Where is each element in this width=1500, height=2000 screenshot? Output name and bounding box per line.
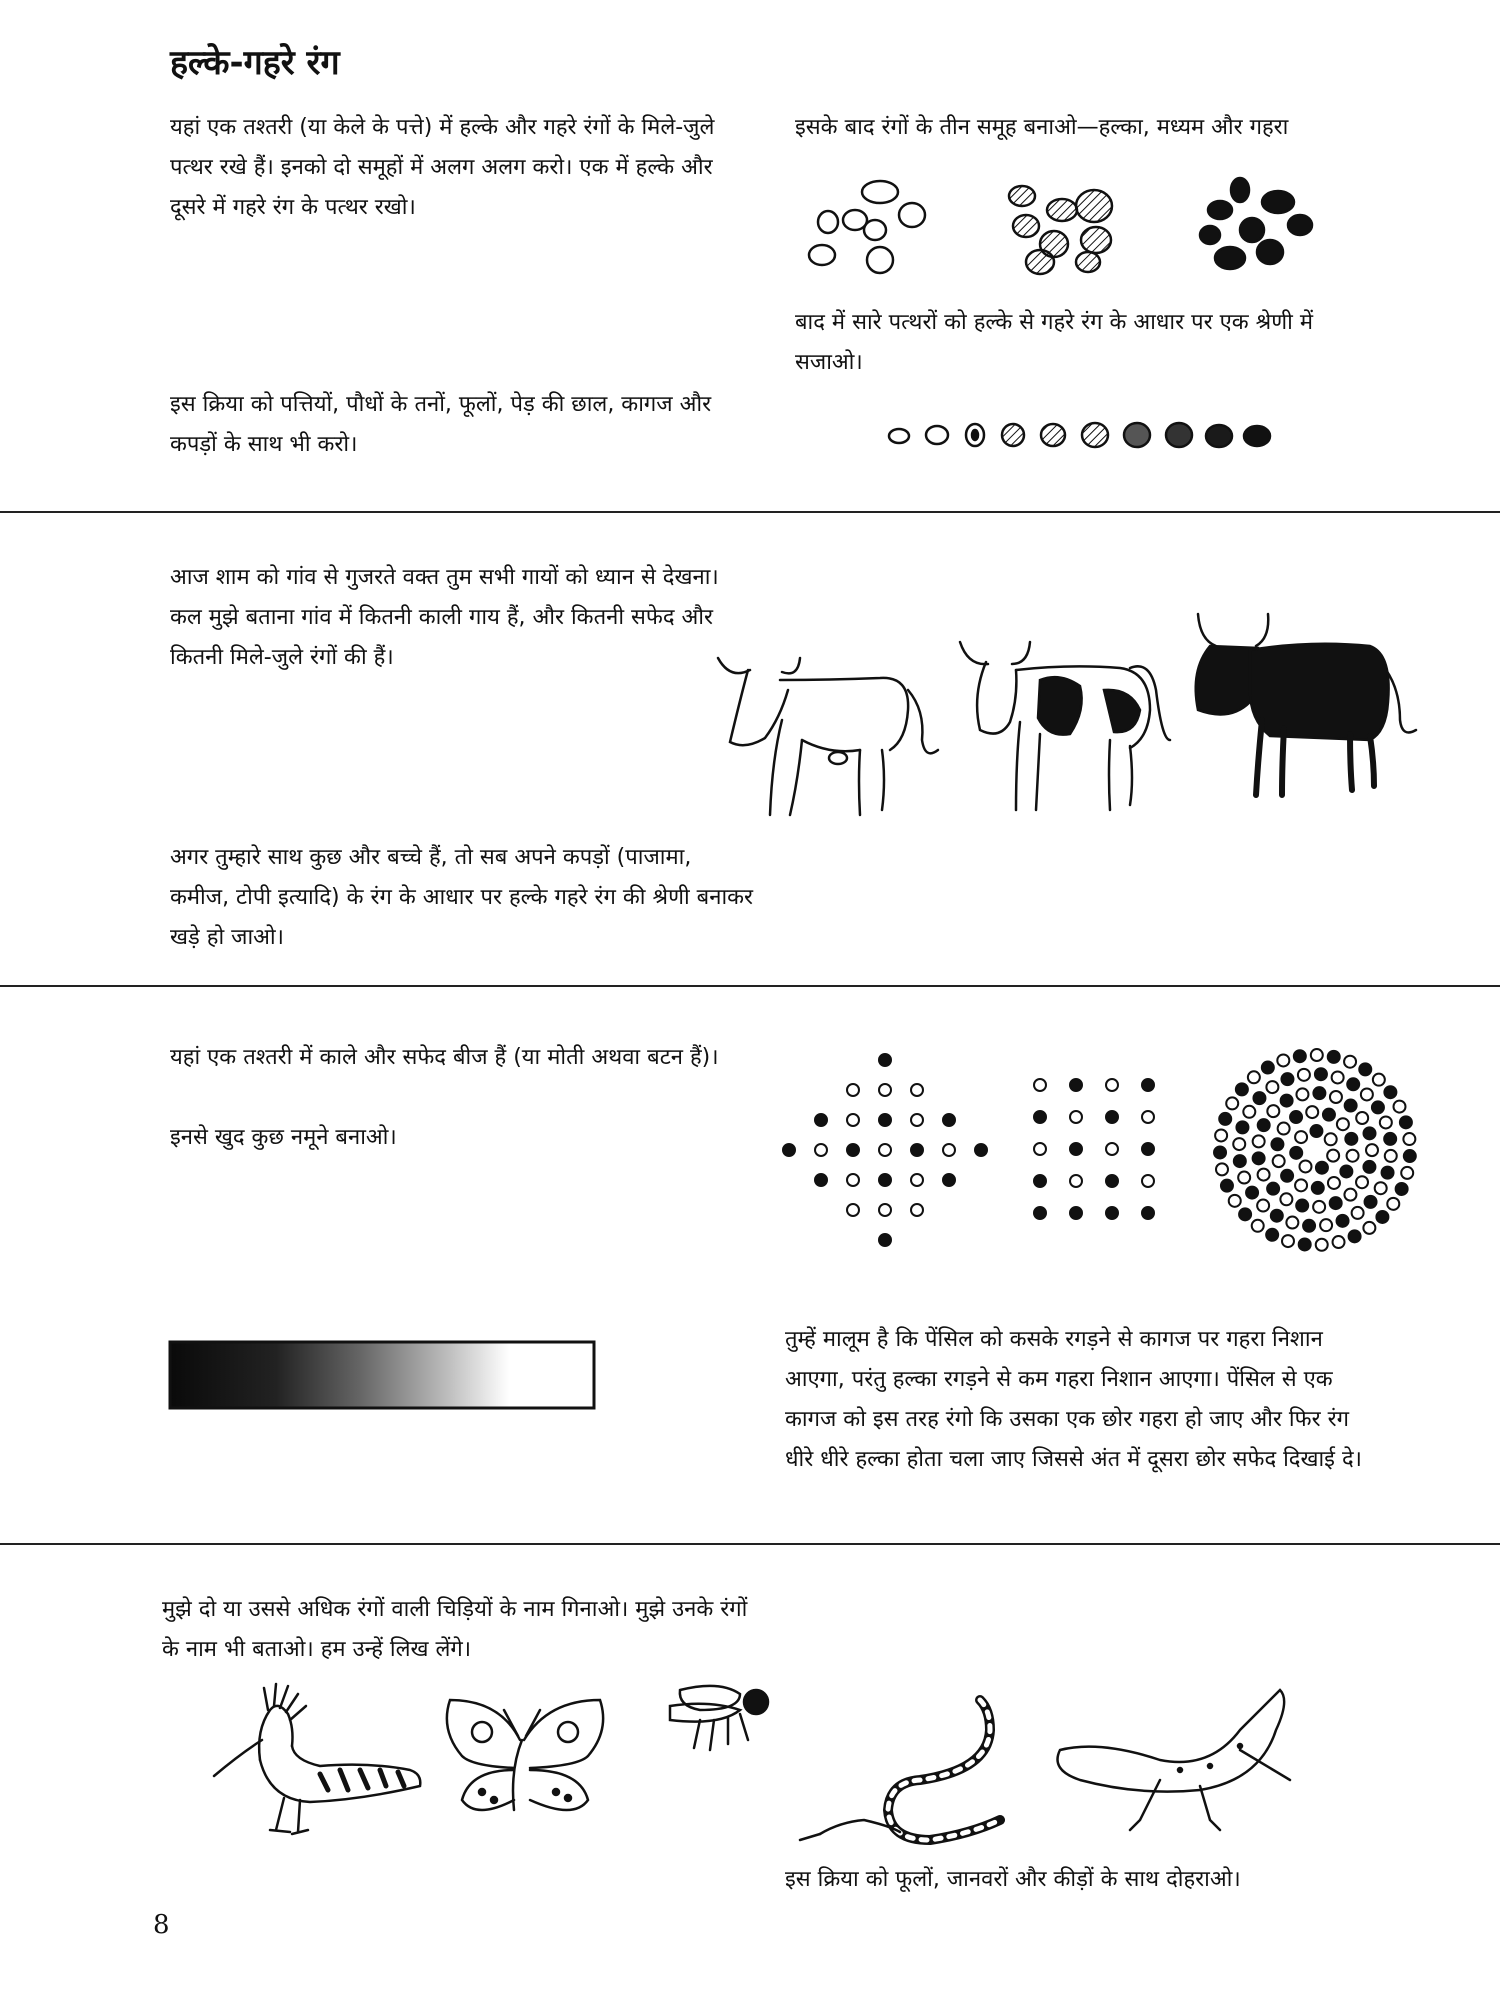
white-seed	[1316, 1239, 1328, 1251]
black-seed	[1294, 1050, 1306, 1062]
white-seed	[847, 1174, 859, 1186]
black-seed	[1281, 1095, 1293, 1107]
white-seed	[1070, 1175, 1082, 1187]
black-seed	[879, 1234, 891, 1246]
white-seed	[879, 1204, 891, 1216]
white-seed	[879, 1084, 891, 1096]
black-seed	[1236, 1121, 1248, 1133]
black-seed	[1106, 1111, 1118, 1123]
spotted-cow	[960, 642, 1170, 810]
white-seed	[1311, 1049, 1323, 1061]
black-seed	[1142, 1143, 1154, 1155]
section1-left-text-2: इस क्रिया को पत्तियों, पौधों के तनों, फूलों, पेड़ की छाल, कागज और कपड़ों के साथ भी करो।	[170, 392, 712, 457]
black-seed	[1070, 1079, 1082, 1091]
black-seed	[1372, 1101, 1384, 1113]
white-seed	[1380, 1116, 1392, 1128]
section1-left-text-1: यहां एक तश्तरी (या केले के पत्ते) में हल्के और गहरे रंगों के मिले-जुले पत्थर रखे हैं। इनको दो समूहों में अलग अलग करो। एक में हल्के और दूसरे में गहरे रंग के पत्थर रखो।	[170, 115, 715, 220]
black-seed	[1404, 1150, 1416, 1162]
white-seed	[1266, 1081, 1278, 1093]
white-seed	[1295, 1179, 1307, 1191]
black-seed	[1396, 1183, 1408, 1195]
white-seed	[943, 1144, 955, 1156]
black-seed	[1382, 1167, 1394, 1179]
black-seed	[1266, 1229, 1278, 1241]
white-seed	[1252, 1220, 1264, 1232]
black-seed	[943, 1114, 955, 1126]
black-seed	[1034, 1175, 1046, 1187]
white-seed	[911, 1204, 923, 1216]
white-seed	[1333, 1236, 1345, 1248]
black-seed	[1070, 1143, 1082, 1155]
section-divider	[0, 985, 1500, 987]
black-seed	[1323, 1109, 1335, 1121]
white-seed	[1238, 1172, 1250, 1184]
white-seed	[879, 1144, 891, 1156]
section-divider	[0, 511, 1500, 513]
black-seed	[1281, 1073, 1293, 1085]
black-seed	[1310, 1125, 1322, 1137]
black-seed	[1365, 1196, 1377, 1208]
section4-text-1: मुझे दो या उससे अधिक रंगों वाली चिड़ियों के नाम गिनाओ। मुझे उनके रंगों के नाम भी बताओ। हम उन्हें लिख लेंगे।	[162, 1597, 748, 1662]
white-seed	[1356, 1112, 1368, 1124]
white-seed	[1328, 1177, 1340, 1189]
black-seed	[1142, 1079, 1154, 1091]
white-seed	[1330, 1091, 1342, 1103]
white-seed	[1325, 1133, 1337, 1145]
section3-text-1: यहां एक तश्तरी में काले और सफेद बीज हैं (या मोती अथवा बटन हैं)।	[170, 1045, 719, 1070]
white-seed	[1273, 1155, 1285, 1167]
white-seed	[1280, 1193, 1292, 1205]
black-seed	[815, 1174, 827, 1186]
white-seed	[1034, 1143, 1046, 1155]
white-seed	[1106, 1143, 1118, 1155]
white-seed	[1363, 1222, 1375, 1234]
black-seed	[1384, 1133, 1396, 1145]
white-seed	[1106, 1079, 1118, 1091]
section3-text-3: तुम्हें मालूम है कि पेंसिल को कसके रगड़ने से कागज पर गहरा निशान आएगा, परंतु हल्का रगड़ने से कम गहरा निशान आएगा। पेंसिल से एक कागज को इस तरह रंगो कि उसका एक छोर गहरा हो जाए और फिर रंग धीरे धीरे हल्का होता चला जाए जिससे अंत में दूसरा छोर सफेद दिखाई दे।	[785, 1327, 1363, 1472]
white-seed	[1216, 1163, 1228, 1175]
black-seed	[943, 1174, 955, 1186]
butterfly-icon	[447, 1700, 603, 1810]
white-seed	[1296, 1088, 1308, 1100]
white-seed	[847, 1204, 859, 1216]
section4-text-2: इस क्रिया को फूलों, जानवरों और कीड़ों के साथ दोहराओ।	[785, 1867, 1241, 1892]
white-seed	[1233, 1138, 1245, 1150]
section-divider	[0, 1543, 1500, 1545]
white-seed	[1401, 1167, 1413, 1179]
white-seed	[1344, 1189, 1356, 1201]
black-seed	[1246, 1187, 1258, 1199]
white-seed	[847, 1084, 859, 1096]
white-seed	[1327, 1150, 1339, 1162]
white-seed	[1258, 1169, 1270, 1181]
black-seed	[1345, 1100, 1357, 1112]
black-seed	[1340, 1165, 1352, 1177]
white-seed	[911, 1084, 923, 1096]
black-seed	[1239, 1208, 1251, 1220]
black-cow	[1196, 614, 1416, 795]
white-seed	[1226, 1097, 1238, 1109]
black-seed	[1070, 1207, 1082, 1219]
black-seed	[1345, 1133, 1357, 1145]
black-seed	[1313, 1087, 1325, 1099]
black-seed	[1236, 1083, 1248, 1095]
black-seed	[1337, 1215, 1349, 1227]
white-seed	[1034, 1079, 1046, 1091]
white-seed	[1286, 1217, 1298, 1229]
stone-groups-illustration	[800, 170, 1400, 280]
black-seed	[1262, 1062, 1274, 1074]
white-seed	[1344, 1056, 1356, 1068]
black-seed	[1296, 1200, 1308, 1212]
white-seed	[1248, 1071, 1260, 1083]
white-seed	[1299, 1160, 1311, 1172]
white-seed	[1142, 1111, 1154, 1123]
black-seed	[879, 1114, 891, 1126]
white-seed	[1366, 1144, 1378, 1156]
black-seed	[1271, 1210, 1283, 1222]
white-seed	[1361, 1088, 1373, 1100]
seed-patterns-illustration	[770, 1040, 1430, 1270]
black-seed	[1303, 1220, 1315, 1232]
white-seed	[1267, 1105, 1279, 1117]
section1-right-text-1: इसके बाद रंगों के तीन समूह बनाओ—हल्का, मध्यम और गहरा	[795, 115, 1289, 140]
black-seed	[1347, 1078, 1359, 1090]
white-seed	[1257, 1200, 1269, 1212]
black-seed	[1330, 1197, 1342, 1209]
white-seed	[1393, 1101, 1405, 1113]
white-seed	[1306, 1106, 1318, 1118]
black-seed	[1312, 1182, 1324, 1194]
black-seed	[1034, 1207, 1046, 1219]
white-seed	[1243, 1106, 1255, 1118]
white-seed	[911, 1174, 923, 1186]
white-seed	[1070, 1111, 1082, 1123]
white-seed	[1253, 1135, 1265, 1147]
white-seed	[1298, 1069, 1310, 1081]
black-seed	[975, 1144, 987, 1156]
black-seed	[1253, 1152, 1265, 1164]
pencil-shading-strip	[168, 1340, 598, 1412]
black-seed	[1359, 1063, 1371, 1075]
white-seed	[1282, 1235, 1294, 1247]
black-seed	[815, 1114, 827, 1126]
white-seed	[1295, 1131, 1307, 1143]
page-title: हल्के-गहरे रंग	[170, 43, 340, 83]
black-seed	[1364, 1127, 1376, 1139]
black-seed	[1221, 1180, 1233, 1192]
black-seed	[1384, 1086, 1396, 1098]
white-seed	[1142, 1175, 1154, 1187]
section2-text-2: अगर तुम्हारे साथ कुछ और बच्चे हैं, तो सब अपने कपड़ों (पाजामा, कमीज, टोपी इत्यादि) के रंग के आधार पर हल्के गहरे रंग की श्रेणी बनाकर खड़े हो जाओ।	[170, 845, 754, 950]
white-seed	[1313, 1201, 1325, 1213]
white-seed	[1352, 1207, 1364, 1219]
medium-stones-group	[1009, 186, 1112, 274]
section2-text-1: आज शाम को गांव से गुजरते वक्त तुम सभी गायों को ध्यान से देखना। कल मुझे बताना गांव में कितनी काली गाय हैं, और कितनी सफेद और कितनी मिले-जुले रंगों की हैं।	[170, 565, 719, 670]
white-seed	[1277, 1054, 1289, 1066]
black-seed	[1281, 1170, 1293, 1182]
black-seed	[1258, 1119, 1270, 1131]
white-seed	[1278, 1123, 1290, 1135]
white-seed	[1347, 1150, 1359, 1162]
white-seed	[1387, 1198, 1399, 1210]
white-seed	[1385, 1150, 1397, 1162]
white-seed	[1320, 1219, 1332, 1231]
black-seed	[1290, 1111, 1302, 1123]
black-seed	[879, 1054, 891, 1066]
black-seed	[1328, 1051, 1340, 1063]
black-seed	[1142, 1207, 1154, 1219]
snake-icon	[800, 1700, 1000, 1840]
dark-stones-group	[1200, 178, 1312, 269]
black-seed	[1349, 1230, 1361, 1242]
black-seed	[1253, 1092, 1265, 1104]
black-seed	[879, 1174, 891, 1186]
black-seed	[1214, 1146, 1226, 1158]
hoopoe-bird-icon	[214, 1684, 420, 1834]
white-seed	[1403, 1133, 1415, 1145]
white-seed	[1337, 1118, 1349, 1130]
white-seed	[1332, 1071, 1344, 1083]
lizard-icon	[1058, 1690, 1291, 1830]
insect-icon	[670, 1686, 768, 1750]
white-seed	[1373, 1074, 1385, 1086]
white-seed	[1229, 1195, 1241, 1207]
cows-illustration	[710, 610, 1430, 820]
black-seed	[1034, 1111, 1046, 1123]
white-seed	[1215, 1129, 1227, 1141]
black-seed	[1376, 1211, 1388, 1223]
white-cow	[718, 658, 938, 815]
black-seed	[1106, 1207, 1118, 1219]
black-seed	[911, 1144, 923, 1156]
section3-text-2: इनसे खुद कुछ नमूने बनाओ।	[170, 1125, 397, 1150]
black-seed	[1267, 1183, 1279, 1195]
black-seed	[1400, 1116, 1412, 1128]
black-seed	[1316, 1162, 1328, 1174]
page-number: 8	[153, 1910, 170, 1940]
black-seed	[1315, 1068, 1327, 1080]
black-seed	[1234, 1155, 1246, 1167]
white-seed	[1356, 1176, 1368, 1188]
white-seed	[911, 1114, 923, 1126]
section1-right-text-2: बाद में सारे पत्थरों को हल्के से गहरे रंग के आधार पर एक श्रेणी में सजाओ।	[795, 310, 1313, 375]
white-seed	[847, 1114, 859, 1126]
white-seed	[1375, 1182, 1387, 1194]
white-seed	[815, 1144, 827, 1156]
black-seed	[847, 1144, 859, 1156]
black-seed	[1271, 1138, 1283, 1150]
black-seed	[1106, 1175, 1118, 1187]
black-seed	[1219, 1113, 1231, 1125]
black-seed	[1299, 1238, 1311, 1250]
light-stones-group	[809, 181, 925, 273]
black-seed	[1290, 1147, 1302, 1159]
black-seed	[783, 1144, 795, 1156]
animals-illustration	[200, 1670, 1320, 1870]
stone-gradient-row	[885, 418, 1305, 454]
black-seed	[1363, 1161, 1375, 1173]
